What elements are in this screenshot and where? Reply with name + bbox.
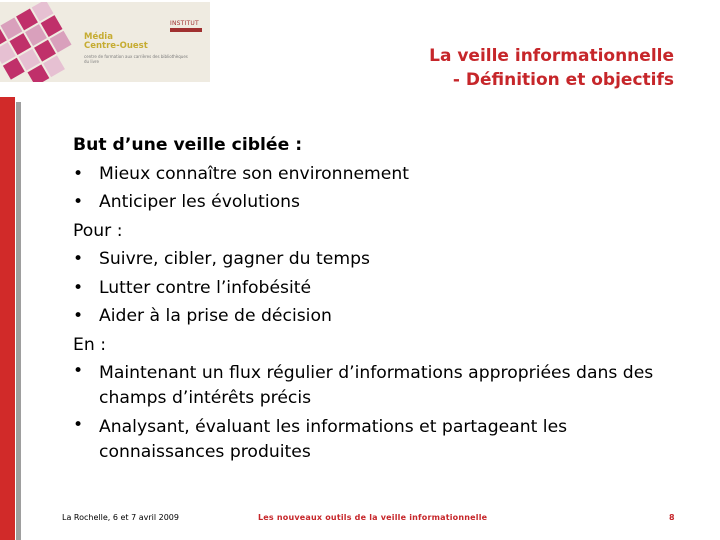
en-item-text: Analysant, évaluant les informations et partageant les connaissances produites — [99, 417, 568, 462]
page-number: 8 — [669, 513, 675, 522]
body-heading: But d’une veille ciblée : — [73, 135, 303, 155]
en-item — [73, 413, 673, 467]
institute-logo — [170, 20, 206, 34]
goal-item — [73, 160, 673, 189]
footer-presentation-title: Les nouveaux outils de la veille informationnelle — [258, 513, 488, 522]
pour-item-text: Aider à la prise de décision — [99, 306, 332, 326]
bullet-icon: • — [73, 361, 84, 381]
pour-item-text: Lutter contre l’infobésité — [99, 277, 312, 298]
slide-body — [73, 131, 673, 467]
bullet-icon: • — [73, 192, 84, 212]
pour-item — [73, 302, 673, 331]
bullet-icon: • — [73, 163, 84, 184]
logo-title — [84, 33, 148, 51]
bullet-icon: • — [73, 306, 84, 326]
media-centre-ouest-logo — [0, 2, 210, 82]
bullet-icon: • — [73, 249, 84, 269]
pour-label: Pour : — [73, 220, 123, 241]
goal-item-text: Mieux connaître son environnement — [99, 163, 409, 184]
bullet-icon: • — [73, 415, 84, 435]
pour-item — [73, 245, 673, 274]
slide-title-line2: - Définition et objectifs — [452, 70, 674, 90]
pour-item-text: Suivre, cibler, gagner du temps — [99, 249, 370, 269]
en-label: En : — [73, 334, 107, 355]
en-item-text: Maintenant un flux régulier d’informations appropriées dans des champs d’intérêts précis — [99, 363, 654, 408]
bullet-icon: • — [73, 277, 84, 298]
logo-tagline: centre de formation aux carrières des bibliothèques du livre — [84, 54, 188, 64]
institute-logo-text: INSTITUT — [170, 20, 199, 27]
left-accent-bar-shadow — [16, 102, 21, 540]
slide-title-line1: La veille informationnelle — [429, 46, 674, 66]
logo-title-line2: Centre-Ouest — [84, 41, 148, 51]
slide-title — [429, 44, 674, 92]
footer-location-date: La Rochelle, 6 et 7 avril 2009 — [62, 513, 179, 522]
goal-item-text: Anticiper les évolutions — [99, 192, 300, 212]
pour-item — [73, 274, 673, 303]
logo-title-line1: Média — [84, 32, 113, 42]
en-item — [73, 359, 673, 413]
left-accent-bar — [0, 97, 15, 540]
logo-squares-graphic — [0, 2, 84, 82]
goal-item — [73, 188, 673, 217]
institute-logo-bar — [170, 28, 202, 32]
